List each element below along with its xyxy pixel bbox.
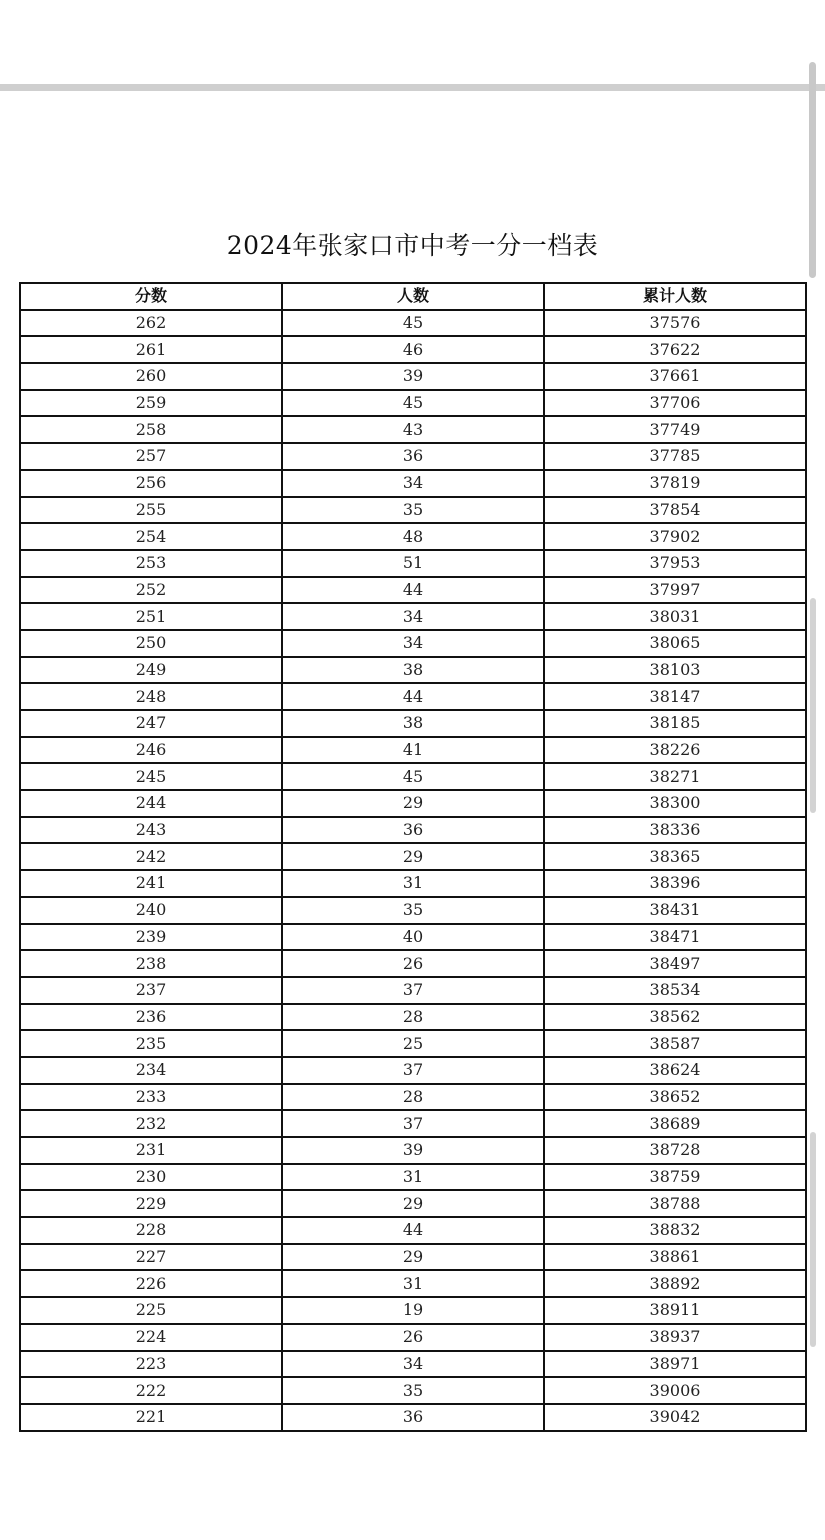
cumulative-cell: 38226 — [544, 737, 806, 764]
table-row — [20, 310, 806, 337]
table-row — [20, 1404, 806, 1431]
table-row — [20, 790, 806, 817]
table-row — [20, 977, 806, 1004]
table-row — [20, 336, 806, 363]
table-row — [20, 1377, 806, 1404]
table-row — [20, 497, 806, 524]
score-cell: 224 — [20, 1324, 282, 1351]
score-cell: 228 — [20, 1217, 282, 1244]
cumulative-cell: 37706 — [544, 390, 806, 417]
count-cell: 28 — [282, 1004, 544, 1031]
count-cell: 37 — [282, 1057, 544, 1084]
score-cell: 260 — [20, 363, 282, 390]
table-body — [20, 310, 806, 1431]
table-row — [20, 924, 806, 951]
table-row — [20, 1244, 806, 1271]
count-cell: 44 — [282, 683, 544, 710]
table-row — [20, 657, 806, 684]
table-row — [20, 1110, 806, 1137]
count-cell: 45 — [282, 390, 544, 417]
count-cell: 26 — [282, 1324, 544, 1351]
cumulative-cell: 37661 — [544, 363, 806, 390]
score-cell: 247 — [20, 710, 282, 737]
cumulative-cell: 37997 — [544, 577, 806, 604]
score-cell: 226 — [20, 1270, 282, 1297]
count-cell: 34 — [282, 630, 544, 657]
score-cell: 258 — [20, 416, 282, 443]
cumulative-cell: 38300 — [544, 790, 806, 817]
score-cell: 251 — [20, 603, 282, 630]
cumulative-cell: 38365 — [544, 843, 806, 870]
cumulative-cell: 38624 — [544, 1057, 806, 1084]
table-row — [20, 1217, 806, 1244]
table-row — [20, 1084, 806, 1111]
cumulative-cell: 38587 — [544, 1030, 806, 1057]
cumulative-cell: 38396 — [544, 870, 806, 897]
count-cell: 43 — [282, 416, 544, 443]
cumulative-cell: 38185 — [544, 710, 806, 737]
cumulative-cell: 38937 — [544, 1324, 806, 1351]
cumulative-cell: 38031 — [544, 603, 806, 630]
table-row — [20, 897, 806, 924]
table-row — [20, 683, 806, 710]
table-header-row — [20, 283, 806, 310]
score-cell: 237 — [20, 977, 282, 1004]
page-title: 2024年张家口市中考一分一档表 — [226, 231, 599, 260]
cumulative-cell: 38471 — [544, 924, 806, 951]
score-cell: 236 — [20, 1004, 282, 1031]
score-table — [19, 282, 807, 1432]
table-row — [20, 1137, 806, 1164]
table-row — [20, 470, 806, 497]
count-cell: 45 — [282, 310, 544, 337]
count-cell: 38 — [282, 710, 544, 737]
table-row — [20, 710, 806, 737]
count-cell: 35 — [282, 897, 544, 924]
score-cell: 227 — [20, 1244, 282, 1271]
cumulative-cell: 37749 — [544, 416, 806, 443]
score-cell: 235 — [20, 1030, 282, 1057]
count-cell: 34 — [282, 603, 544, 630]
score-cell: 238 — [20, 950, 282, 977]
score-cell: 229 — [20, 1190, 282, 1217]
cumulative-cell: 37953 — [544, 550, 806, 577]
score-cell: 230 — [20, 1164, 282, 1191]
scrollbar-thumb-tertiary[interactable] — [810, 1132, 816, 1347]
cumulative-cell: 38271 — [544, 763, 806, 790]
score-cell: 242 — [20, 843, 282, 870]
score-cell: 231 — [20, 1137, 282, 1164]
table-row — [20, 390, 806, 417]
score-cell: 221 — [20, 1404, 282, 1431]
score-cell: 249 — [20, 657, 282, 684]
score-cell: 246 — [20, 737, 282, 764]
cumulative-cell: 39006 — [544, 1377, 806, 1404]
score-cell: 233 — [20, 1084, 282, 1111]
cumulative-cell: 38652 — [544, 1084, 806, 1111]
table-row — [20, 577, 806, 604]
count-cell: 44 — [282, 577, 544, 604]
score-cell: 241 — [20, 870, 282, 897]
cumulative-cell: 38336 — [544, 817, 806, 844]
cumulative-cell: 38562 — [544, 1004, 806, 1031]
score-cell: 248 — [20, 683, 282, 710]
cumulative-cell: 37902 — [544, 523, 806, 550]
table-row — [20, 630, 806, 657]
count-cell: 29 — [282, 1190, 544, 1217]
table-row — [20, 1004, 806, 1031]
table-row — [20, 950, 806, 977]
count-cell: 45 — [282, 763, 544, 790]
count-cell: 41 — [282, 737, 544, 764]
cumulative-cell: 37576 — [544, 310, 806, 337]
cumulative-cell: 38147 — [544, 683, 806, 710]
table-row — [20, 1270, 806, 1297]
count-cell: 31 — [282, 1164, 544, 1191]
count-cell: 37 — [282, 1110, 544, 1137]
table-row — [20, 416, 806, 443]
score-cell: 243 — [20, 817, 282, 844]
count-cell: 35 — [282, 497, 544, 524]
table-row — [20, 443, 806, 470]
table-row — [20, 550, 806, 577]
table-row — [20, 603, 806, 630]
cumulative-cell: 38497 — [544, 950, 806, 977]
table-row — [20, 1030, 806, 1057]
count-cell: 51 — [282, 550, 544, 577]
score-cell: 256 — [20, 470, 282, 497]
score-cell: 259 — [20, 390, 282, 417]
table-row — [20, 1324, 806, 1351]
count-cell: 31 — [282, 1270, 544, 1297]
score-cell: 222 — [20, 1377, 282, 1404]
cumulative-cell: 38788 — [544, 1190, 806, 1217]
column-header-count: 人数 — [282, 283, 544, 310]
count-cell: 28 — [282, 1084, 544, 1111]
table-row — [20, 1190, 806, 1217]
cumulative-cell: 38728 — [544, 1137, 806, 1164]
count-cell: 34 — [282, 470, 544, 497]
scrollbar-thumb-secondary[interactable] — [810, 598, 816, 813]
score-cell: 225 — [20, 1297, 282, 1324]
cumulative-cell: 38065 — [544, 630, 806, 657]
count-cell: 48 — [282, 523, 544, 550]
count-cell: 38 — [282, 657, 544, 684]
cumulative-cell: 37854 — [544, 497, 806, 524]
table-row — [20, 763, 806, 790]
cumulative-cell: 38689 — [544, 1110, 806, 1137]
score-cell: 254 — [20, 523, 282, 550]
table-row — [20, 843, 806, 870]
table-row — [20, 870, 806, 897]
table-row — [20, 817, 806, 844]
count-cell: 44 — [282, 1217, 544, 1244]
score-cell: 234 — [20, 1057, 282, 1084]
score-cell: 257 — [20, 443, 282, 470]
score-cell: 250 — [20, 630, 282, 657]
count-cell: 25 — [282, 1030, 544, 1057]
score-cell: 261 — [20, 336, 282, 363]
cumulative-cell: 39042 — [544, 1404, 806, 1431]
column-header-score: 分数 — [20, 283, 282, 310]
cumulative-cell: 38971 — [544, 1351, 806, 1378]
count-cell: 26 — [282, 950, 544, 977]
table-row — [20, 1297, 806, 1324]
table-row — [20, 363, 806, 390]
cumulative-cell: 38103 — [544, 657, 806, 684]
cumulative-cell: 38892 — [544, 1270, 806, 1297]
cumulative-cell: 38759 — [544, 1164, 806, 1191]
count-cell: 35 — [282, 1377, 544, 1404]
table-row — [20, 523, 806, 550]
count-cell: 31 — [282, 870, 544, 897]
cumulative-cell: 37622 — [544, 336, 806, 363]
score-cell: 239 — [20, 924, 282, 951]
score-cell: 232 — [20, 1110, 282, 1137]
cumulative-cell: 38534 — [544, 977, 806, 1004]
table-row — [20, 1351, 806, 1378]
count-cell: 36 — [282, 1404, 544, 1431]
score-cell: 223 — [20, 1351, 282, 1378]
cumulative-cell: 38431 — [544, 897, 806, 924]
count-cell: 34 — [282, 1351, 544, 1378]
top-divider — [0, 84, 825, 91]
cumulative-cell: 38832 — [544, 1217, 806, 1244]
count-cell: 29 — [282, 790, 544, 817]
score-cell: 253 — [20, 550, 282, 577]
count-cell: 39 — [282, 1137, 544, 1164]
score-cell: 262 — [20, 310, 282, 337]
count-cell: 29 — [282, 1244, 544, 1271]
count-cell: 29 — [282, 843, 544, 870]
count-cell: 40 — [282, 924, 544, 951]
count-cell: 19 — [282, 1297, 544, 1324]
table-row — [20, 1164, 806, 1191]
score-cell: 244 — [20, 790, 282, 817]
cumulative-cell: 38861 — [544, 1244, 806, 1271]
score-cell: 252 — [20, 577, 282, 604]
count-cell: 39 — [282, 363, 544, 390]
table-row — [20, 1057, 806, 1084]
count-cell: 36 — [282, 817, 544, 844]
count-cell: 46 — [282, 336, 544, 363]
score-cell: 240 — [20, 897, 282, 924]
count-cell: 37 — [282, 977, 544, 1004]
score-cell: 255 — [20, 497, 282, 524]
cumulative-cell: 37819 — [544, 470, 806, 497]
score-cell: 245 — [20, 763, 282, 790]
count-cell: 36 — [282, 443, 544, 470]
table-row — [20, 737, 806, 764]
column-header-cumulative: 累计人数 — [544, 283, 806, 310]
cumulative-cell: 38911 — [544, 1297, 806, 1324]
cumulative-cell: 37785 — [544, 443, 806, 470]
